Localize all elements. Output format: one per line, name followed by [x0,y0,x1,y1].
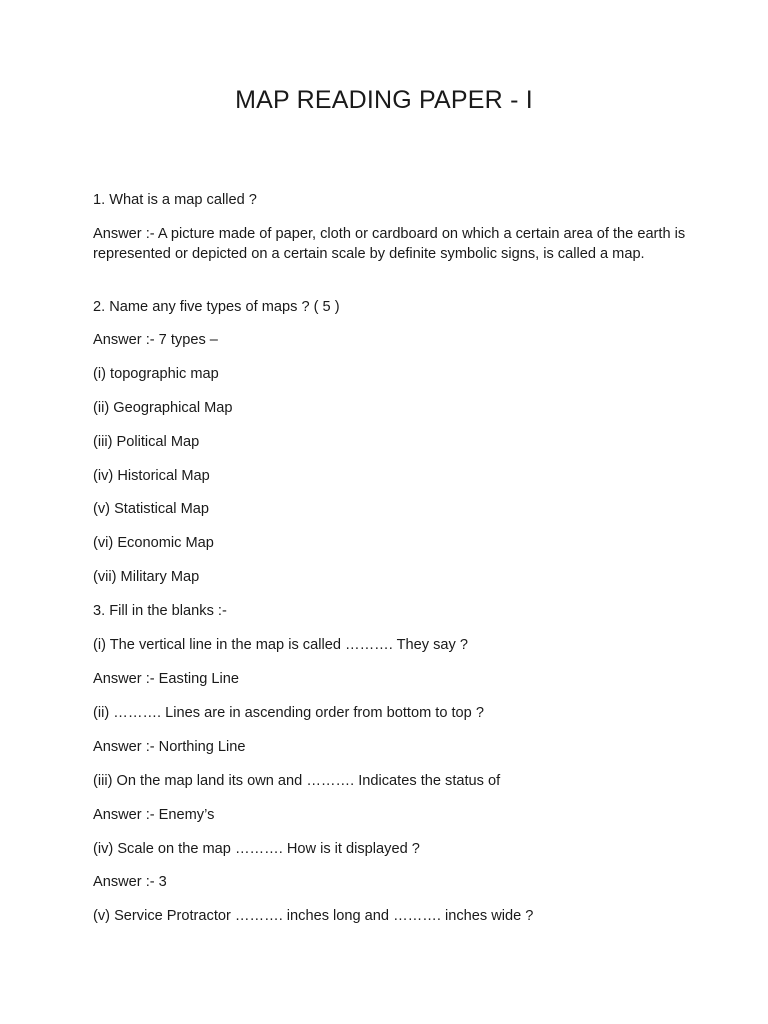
blank-question-iii: (iii) On the map land its own and ………. Indicates the status of [93,773,501,789]
answer-2: Answer :- 7 types – [93,332,218,348]
list-item: (iii) Political Map [93,434,200,450]
answer-1: Answer :- A picture made of paper, cloth or cardboard on which a certain area of the earth is represented or depicted on a certain scale by definite symbolic signs, is called a map. [93,226,686,262]
blank-answer-iii: Answer :- Enemy’s [93,807,215,823]
list-item: (vii) Military Map [93,569,200,585]
blank-question-iv: (iv) Scale on the map ………. How is it displayed ? [93,841,420,857]
blank-answer-i: Answer :- Easting Line [93,671,240,687]
list-item: (ii) Geographical Map [93,400,233,416]
list-item: (i) topographic map [93,366,219,382]
list-item: (v) Statistical Map [93,501,209,517]
blank-question-ii: (ii) ………. Lines are in ascending order from bottom to top ? [93,705,484,721]
question-1: 1. What is a map called ? [93,192,257,208]
question-3: 3. Fill in the blanks :- [93,603,227,619]
blank-answer-ii: Answer :- Northing Line [93,739,246,755]
question-2: 2. Name any five types of maps ? ( 5 ) [93,299,340,315]
list-item: (vi) Economic Map [93,535,214,551]
blank-question-v: (v) Service Protractor ………. inches long and ………. inches wide ? [93,908,534,924]
blank-question-i: (i) The vertical line in the map is called ………. They say ? [93,637,468,653]
list-item: (iv) Historical Map [93,468,210,484]
blank-answer-iv: Answer :- 3 [93,874,167,890]
document-title: MAP READING PAPER - I [235,86,533,114]
